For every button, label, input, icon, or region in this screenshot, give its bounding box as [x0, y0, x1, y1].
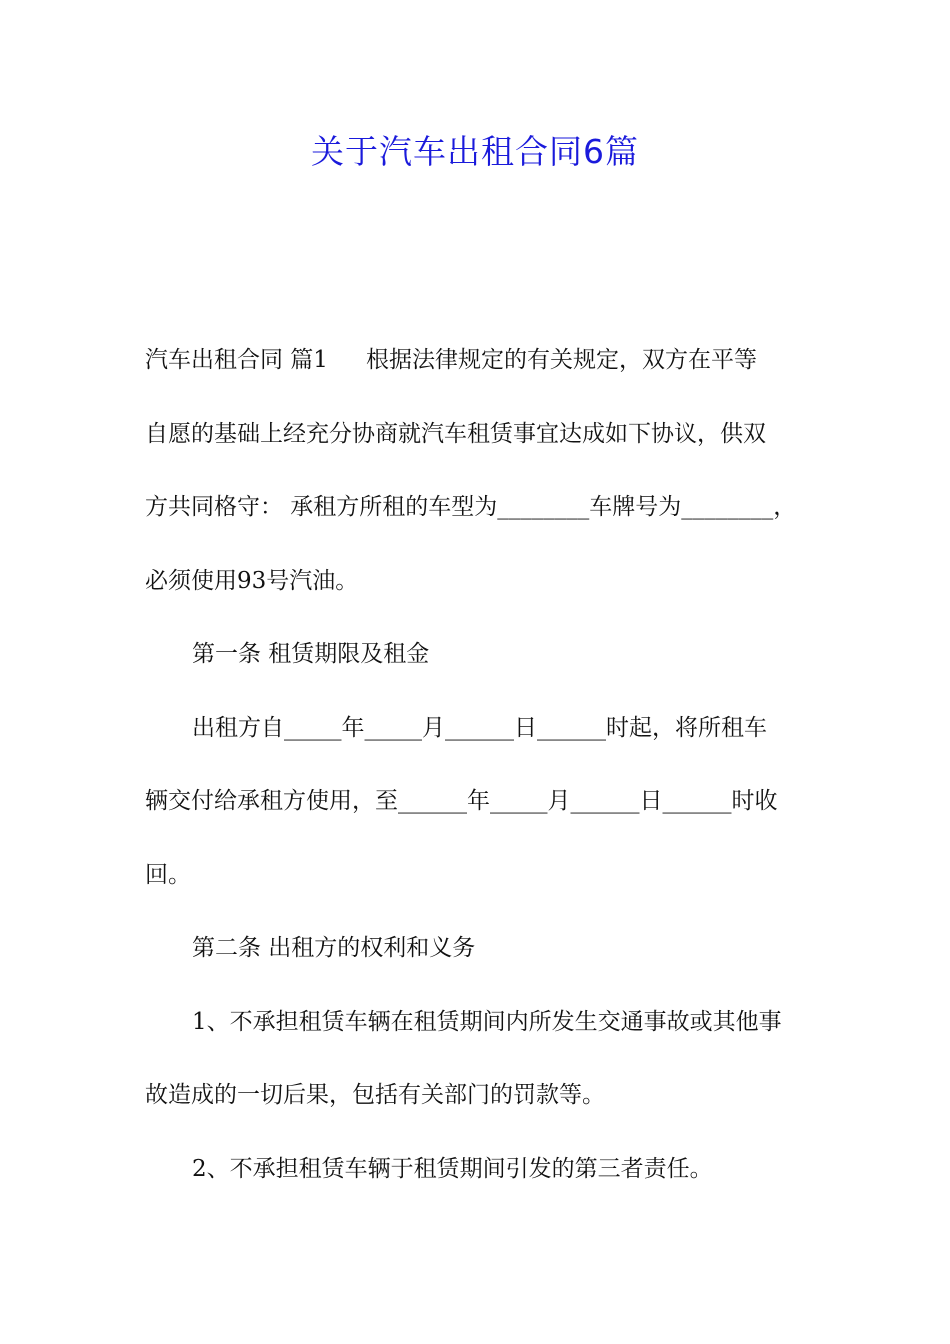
- article-heading-1: 第一条 租赁期限及租金: [192, 641, 430, 667]
- paragraph-line-1: [145, 336, 809, 410]
- document-title: 关于汽车出租合同6篇: [311, 132, 639, 171]
- paragraph-line-12: 2、不承担租赁车辆于租赁期间引发的第三者责任。: [192, 1155, 713, 1182]
- paragraph-line-6: 出租方自_____年_____月______日______时起，将所租车: [192, 714, 767, 741]
- paragraph-line-4: 必须使用93号汽油。: [145, 567, 359, 594]
- paragraph-line-7: 辆交付给承租方使用，至______年_____月______日______时收: [145, 788, 778, 814]
- document-body: [145, 336, 809, 1218]
- paragraph-line-3: 方共同格守： 承租方所租的车型为________车牌号为________，: [145, 494, 797, 520]
- paragraph-line-11: 故造成的一切后果，包括有关部门的罚款等。: [145, 1082, 605, 1108]
- section-heading: 汽车出租合同 篇1: [145, 347, 328, 373]
- paragraph-text: 根据法律规定的有关规定，双方在平等: [365, 347, 757, 373]
- paragraph-line-10: 1、不承担租赁车辆在租赁期间内所发生交通事故或其他事: [192, 1008, 782, 1035]
- paragraph-line-2: 自愿的基础上经充分协商就汽车租赁事宜达成如下协议，供双: [145, 420, 766, 447]
- paragraph-line-8: 回。: [145, 861, 191, 888]
- article-heading-2: 第二条 出租方的权利和义务: [192, 935, 476, 961]
